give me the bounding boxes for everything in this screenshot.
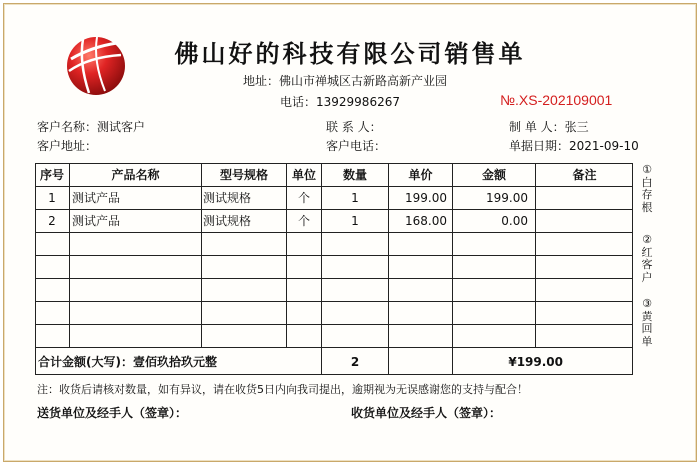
document-number: №.XS-202109001 [500,92,613,108]
col-header-spec: 型号规格 [219,168,268,182]
customer-phone-field [326,137,386,154]
row-price: 168.00 [405,214,447,228]
row-unit: 个 [297,191,310,205]
row-product: 测试产品 [72,191,121,205]
row-unit: 个 [297,214,310,228]
company-phone: 电话：13929986267 [280,95,400,109]
row-qty: 1 [351,191,359,205]
contact-field [326,118,382,135]
company-logo-icon [63,33,127,97]
row-no: 1 [48,191,56,205]
customer-name-field [37,118,145,135]
row-product: 测试产品 [72,214,121,228]
customer-address-field [37,137,97,154]
footer-note: 注：收货后请核对数量，如有异议，请在收货5日内向我司提出，逾期视为无误感谢您的支持与配合！ [37,383,528,396]
customer-address-label: 客户地址： [37,139,98,153]
receiver-signature: 收货单位及经手人（签章）： [351,406,502,420]
page-title: 佛山好的科技有限公司销售单 [174,40,526,68]
row-amount: 199.00 [486,191,528,205]
items-table [35,163,633,375]
copy-label-yellow: ③黄回单 [641,297,653,348]
row-no: 2 [48,214,56,228]
row-spec: 测试规格 [203,214,252,228]
col-header-unit: 单位 [291,168,316,182]
company-address: 地址：佛山市禅城区古新路高新产业园 [242,74,447,88]
customer-name-value: 测试客户 [97,120,146,134]
col-header-amount: 金额 [481,168,506,182]
col-header-product: 产品名称 [111,168,160,182]
col-header-price: 单价 [408,168,433,182]
total-amount: ¥199.00 [508,355,563,369]
col-header-no: 序号 [39,168,64,182]
row-qty: 1 [351,214,359,228]
customer-name-label: 客户名称： [37,120,98,134]
contact-label: 联 系 人： [326,120,382,134]
sender-signature: 送货单位及经手人（签章）： [37,406,188,420]
copy-label-red: ②红客户 [641,233,653,284]
row-price: 199.00 [405,191,447,205]
maker-field [509,118,589,135]
date-field [509,137,639,154]
maker-label: 制 单 人： [509,120,565,134]
row-spec: 测试规格 [203,191,252,205]
copy-label-white: ①白存根 [641,163,653,214]
col-header-remark: 备注 [572,168,597,182]
row-amount: 0.00 [501,214,528,228]
maker-value: 张三 [564,120,589,134]
total-qty: 2 [350,355,360,369]
date-value: 2021-09-10 [569,139,639,153]
date-label: 单据日期： [509,139,570,153]
customer-phone-label: 客户电话： [326,139,387,153]
col-header-qty: 数量 [342,168,367,182]
total-amount-words: 合计金额(大写)：壹佰玖拾玖元整 [38,355,217,369]
